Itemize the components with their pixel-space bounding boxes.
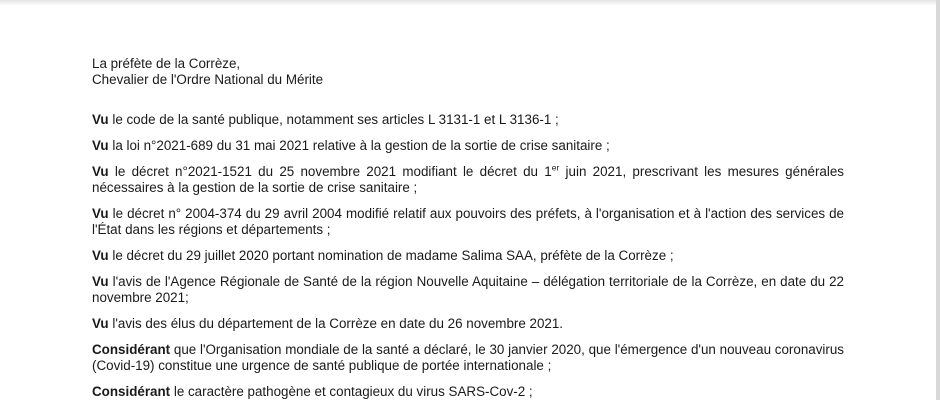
visa-paragraph bbox=[92, 274, 844, 306]
keyword-vu: Vu bbox=[92, 248, 109, 263]
keyword-vu: Vu bbox=[92, 206, 109, 221]
paragraph-text: le caractère pathogène et contagieux du virus SARS-Cov-2 ; bbox=[170, 384, 533, 399]
visa-paragraph bbox=[92, 248, 844, 264]
keyword-vu: Vu bbox=[92, 274, 109, 289]
signatory-honor: Chevalier de l'Ordre National du Mérite bbox=[92, 72, 324, 87]
paragraph-text-continued: juin 2021, prescrivant les mesures générales nécessaires à la gestion de la sortie de crise sanitaire ; bbox=[92, 164, 844, 195]
visa-paragraph bbox=[92, 164, 844, 196]
keyword-vu: Vu bbox=[92, 316, 109, 331]
paragraph-text: la loi n°2021-689 du 31 mai 2021 relative à la gestion de la sortie de crise sanitaire ; bbox=[108, 138, 610, 153]
paragraph-text: le décret du 29 juillet 2020 portant nomination de madame Salima SAA, préfète de la Corrèze ; bbox=[108, 248, 674, 263]
keyword-vu: Vu bbox=[92, 164, 109, 179]
visa-paragraph bbox=[92, 316, 844, 332]
visa-paragraph bbox=[92, 112, 844, 128]
paragraph-text: le décret n° 2004-374 du 29 avril 2004 modifié relatif aux pouvoirs des préfets, à l'organisation et à l'action des services de l'État dans les régions et départements ; bbox=[92, 206, 844, 237]
scan-right-edge bbox=[936, 0, 940, 400]
considerant-paragraph bbox=[92, 342, 844, 374]
keyword-considerant: Considérant bbox=[92, 384, 171, 399]
ordinal-superscript: er bbox=[551, 162, 560, 173]
paragraph-text: le code de la santé publique, notamment ses articles L 3131-1 et L 3136-1 ; bbox=[108, 112, 559, 127]
keyword-considerant: Considérant bbox=[92, 342, 171, 357]
paragraph-text: que l'Organisation mondiale de la santé a déclaré, le 30 janvier 2020, que l'émergence d'un nouveau coronavirus (Covid-19) constitue une urgence de santé publique de portée internationale ; bbox=[92, 342, 844, 373]
paragraph-text: le décret n°2021-1521 du 25 novembre 2021 modifiant le décret du 1 bbox=[108, 164, 552, 179]
scan-top-shadow bbox=[0, 0, 940, 6]
paragraph-text: l'avis de l'Agence Régionale de Santé de la région Nouvelle Aquitaine – délégation territoriale de la Corrèze, en date du 22 novembre 2021; bbox=[92, 274, 844, 305]
considerant-paragraph bbox=[92, 384, 844, 400]
visa-paragraph bbox=[92, 138, 844, 154]
keyword-vu: Vu bbox=[92, 112, 109, 127]
paragraph-text: l'avis des élus du département de la Corrèze en date du 26 novembre 2021. bbox=[108, 316, 564, 331]
signatory-title: La préfète de la Corrèze, bbox=[92, 56, 241, 71]
decree-text bbox=[92, 56, 844, 400]
keyword-vu: Vu bbox=[92, 138, 109, 153]
visa-paragraph bbox=[92, 206, 844, 238]
